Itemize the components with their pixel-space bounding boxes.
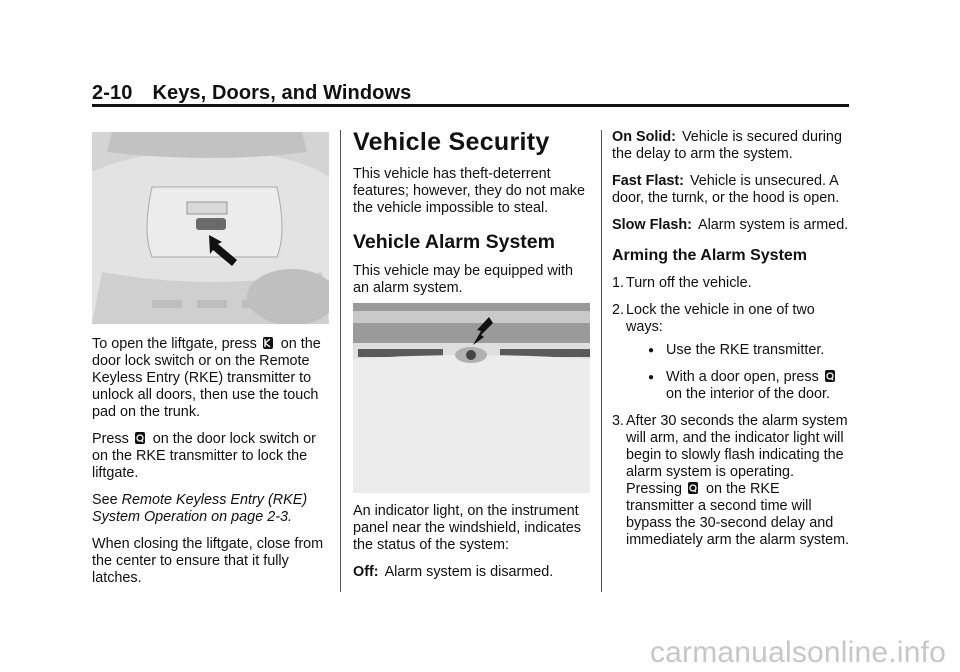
lock-key-icon xyxy=(824,369,836,383)
arming-steps xyxy=(612,275,850,549)
closing-liftgate-paragraph: When closing the liftgate, close from the center to ensure that it fully latches. xyxy=(92,536,324,586)
indicator-paragraph: An indicator light, on the instrument panel near the windshield, indicates the status of the system: xyxy=(353,503,582,553)
lock-key-icon xyxy=(134,431,146,445)
chapter-title: Keys, Doors, and Windows xyxy=(152,82,412,104)
page-number: 2-10 xyxy=(92,82,133,104)
unlock-key-icon xyxy=(262,336,274,350)
vehicle-security-heading: Vehicle Security xyxy=(353,128,550,156)
bullet-icon: ● xyxy=(648,372,655,383)
step-item: 1. Turn off the vehicle. xyxy=(612,275,752,291)
arming-heading: Arming the Alarm System xyxy=(612,247,808,264)
lock-key-icon xyxy=(687,481,699,495)
bullet-item: ● With a door open, press on the interior of the door. xyxy=(626,369,850,403)
liftgate-illustration xyxy=(92,132,329,324)
status-fast-flash: Fast Flast: Vehicle is unsecured. A door, the turnk, or the hood is open. xyxy=(612,173,840,206)
bullet-item: ● Use the RKE transmitter. xyxy=(648,342,825,358)
indicator-light-illustration xyxy=(353,303,590,493)
cross-reference-link[interactable]: Remote Keyless Entry (RKE) System Operation on page 2-3. xyxy=(92,492,308,525)
see-reference-paragraph: See Remote Keyless Entry (RKE) System Operation on page 2-3. xyxy=(92,492,308,525)
liftgate-open-paragraph: To open the liftgate, press on the door lock switch or on the Remote Keyless Entry (RKE) transmitter to unlock all doors, then use the touch pad on the trunk. xyxy=(92,336,321,420)
column-divider-1 xyxy=(340,130,341,592)
lock-methods-list xyxy=(626,342,850,403)
left-column xyxy=(92,336,330,597)
security-paragraph: This vehicle has theft-deterrent features; however, they do not make the vehicle impossible to steal. xyxy=(353,166,585,216)
bullet-icon: ● xyxy=(648,345,655,356)
step-item: 3. After 30 seconds the alarm system will arm, and the indicator light will begin to slowly flash indicating the alarm system is operating. Pressing on the RKE transmitter a second time will bypass the 30-second delay and immediately arm the alarm system. xyxy=(612,413,850,548)
middle-column-lower xyxy=(353,503,591,591)
middle-column xyxy=(353,128,591,307)
alarm-system-heading: Vehicle Alarm System xyxy=(353,231,555,253)
column-divider-2 xyxy=(601,130,602,592)
status-off: Off: Alarm system is disarmed. xyxy=(353,564,554,580)
step-item: 2. Lock the vehicle in one of two ways: ● Use the RKE transmitter. ● With a door open, press on the interior of the door. xyxy=(612,302,850,403)
header-rule xyxy=(92,104,849,107)
status-slow-flash: Slow Flash: Alarm system is armed. xyxy=(612,217,849,233)
watermark: carmanualsonline.info xyxy=(649,636,946,669)
status-on-solid: On Solid: Vehicle is secured during the delay to arm the system. xyxy=(612,129,842,162)
page-header xyxy=(92,82,411,105)
right-column xyxy=(612,129,850,559)
liftgate-lock-paragraph: Press on the door lock switch or on the RKE transmitter to lock the liftgate. xyxy=(92,431,316,481)
alarm-paragraph: This vehicle may be equipped with an alarm system. xyxy=(353,263,573,296)
